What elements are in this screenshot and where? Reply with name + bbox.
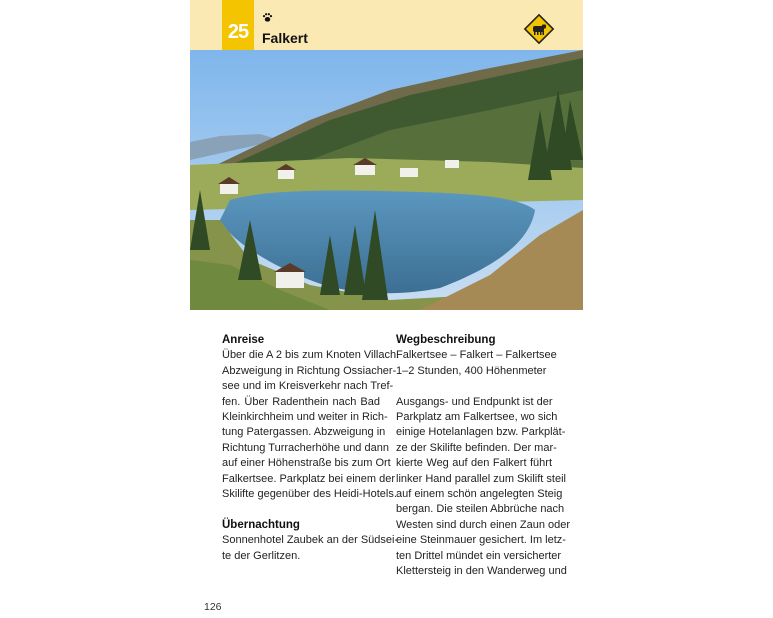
- mountain-lake-photo: [190, 50, 583, 310]
- uebernachtung-line: Sonnenhotel Zaubek an der Südsei-: [222, 534, 399, 547]
- description-line: Parkplatz am Falkertsee, wo sich: [396, 411, 558, 424]
- anreise-line: auf einer Höhenstraße bis zum Ort: [222, 457, 391, 470]
- anreise-line: Falkertsee. Parkplatz bei einem der: [222, 472, 396, 485]
- description-line: eine Steinmauer gesichert. Im letz-: [396, 534, 566, 547]
- right-column: [396, 333, 571, 579]
- route-line: 1–2 Stunden, 400 Höhenmeter: [396, 364, 547, 377]
- anreise-line: Kleinkirchheim und weiter in Rich-: [222, 411, 388, 424]
- anreise-line: tung Patergassen. Abzweigung in: [222, 426, 386, 439]
- description-line: einige Hotelanlagen bzw. Parkplät-: [396, 426, 566, 439]
- description-line: linker Hand parallel zum Skilift steil: [396, 472, 566, 485]
- route-line: Falkertsee – Falkert – Falkertsee: [396, 349, 557, 362]
- description-line: auf einem schön angelegten Steig: [396, 488, 563, 501]
- tour-title: Falkert: [262, 30, 308, 46]
- cow-warning-sign-icon: [524, 14, 554, 44]
- uebernachtung-line: te der Gerlitzen.: [222, 549, 301, 562]
- description-line: Westen sind durch einen Zaun oder: [396, 518, 571, 531]
- anreise-line: Richtung Turracherhöhe und dann: [222, 441, 389, 454]
- anreise-line: Über die A 2 bis zum Knoten Villach.: [222, 349, 400, 362]
- anreise-line: Abzweigung in Richtung Ossiacher-: [222, 364, 397, 377]
- left-column: [222, 333, 400, 564]
- page-number: 126: [204, 601, 222, 613]
- description-line: Klettersteig in den Wanderweg und: [396, 565, 567, 578]
- anreise-line: Skilifte gegenüber des Heidi-Hotels.: [222, 488, 397, 501]
- wegbeschreibung-heading: Wegbeschreibung: [396, 334, 496, 346]
- anreise-line: fen. Über Radenthein nach Bad: [222, 395, 380, 408]
- paw-icon: [262, 12, 273, 23]
- anreise-line: see und im Kreisverkehr nach Tref-: [222, 380, 394, 393]
- description-line: ten Drittel mündet ein versicherter: [396, 549, 562, 562]
- description-line: bergan. Die steilen Abbrüche nach: [396, 503, 565, 516]
- description-line: ze der Skilifte befinden. Der mar-: [396, 441, 557, 454]
- anreise-heading: Anreise: [222, 334, 265, 346]
- description-line: kierte Weg auf den Falkert führt: [396, 457, 552, 470]
- description-line: Ausgangs- und Endpunkt ist der: [396, 395, 553, 408]
- uebernachtung-heading: Übernachtung: [222, 518, 300, 531]
- tour-number: 25: [227, 21, 249, 43]
